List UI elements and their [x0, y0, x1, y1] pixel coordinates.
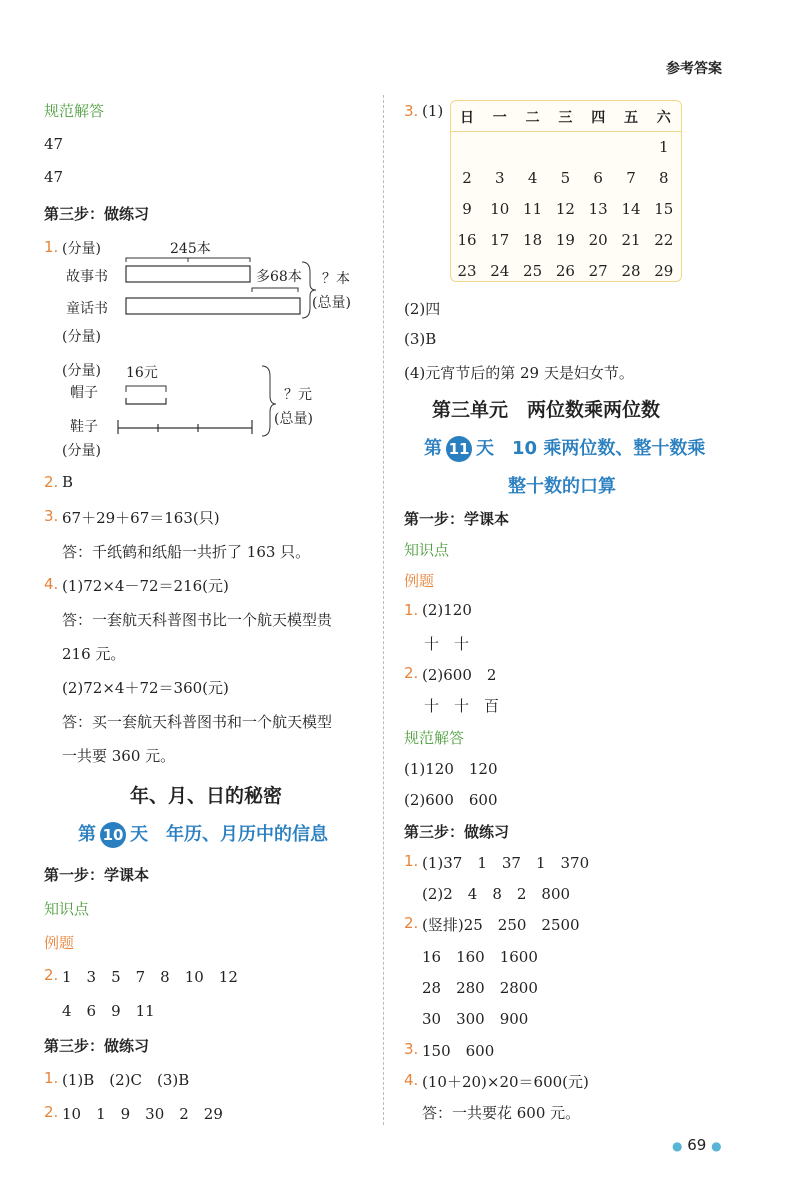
line-segment-diagram [0, 0, 380, 460]
calendar [450, 100, 682, 282]
page-number [672, 1136, 722, 1154]
question-number: 4. [44, 575, 59, 593]
answer-line: (1)72×4－72＝216(元) [62, 577, 229, 595]
diagram-label: ？本 [322, 271, 350, 287]
answer-line: 30 300 900 [422, 1010, 529, 1028]
diagram-label: 鞋子 [70, 419, 98, 435]
diagram-label: (分量) [62, 241, 101, 257]
day-badge: 11 [446, 436, 472, 462]
calendar-day: 4 [527, 169, 538, 187]
diagram-label: 帽子 [70, 385, 98, 401]
step-title: 第三步：做练习 [44, 205, 150, 223]
answer-line: 答：一套航天科普图书比一个航天模型贵 [62, 611, 333, 629]
answer-line: (2)600 600 [404, 791, 498, 809]
calendar-header [451, 101, 681, 132]
answer-line: B [62, 473, 74, 491]
section-example: 例题 [44, 934, 75, 952]
calendar-day: 3 [495, 169, 505, 187]
step-title: 第一步：学课本 [44, 866, 150, 884]
question-number: 2. [44, 1103, 59, 1121]
answer-line: 10 1 9 30 2 29 [62, 1105, 223, 1123]
answer-line: (竖排)25 250 2500 [422, 916, 580, 934]
answer-line: 4 6 9 11 [62, 1002, 155, 1020]
answer-line: (1)B (2)C (3)B [62, 1071, 190, 1089]
answer-line: 67＋29＋67＝163(只) [62, 509, 220, 527]
diagram-label: (总量) [274, 411, 313, 427]
answer-line: (2)2 4 8 2 800 [422, 885, 571, 903]
calendar-day: 22 [654, 231, 674, 249]
calendar-day: 15 [654, 200, 674, 218]
diagram-label: 故事书 [66, 269, 108, 285]
answer-line: (1)120 120 [404, 760, 498, 778]
calendar-day: 8 [659, 169, 669, 187]
section-standard-answer: 规范解答 [404, 729, 465, 747]
calendar-day: 19 [555, 231, 575, 249]
answer-line: 1 3 5 7 8 10 12 [62, 968, 238, 986]
unit-title: 年、月、日的秘密 [130, 785, 283, 807]
question-number: 1. [44, 238, 59, 256]
question-number: 3. [404, 1040, 419, 1058]
section-knowledge: 知识点 [44, 900, 90, 918]
calendar-day: 13 [588, 200, 608, 218]
day-title-line2: 整十数的口算 [508, 476, 616, 497]
calendar-day: 24 [490, 262, 510, 280]
calendar-day: 20 [588, 231, 608, 249]
answer-line: (4)元宵节后的第 29 天是妇女节。 [404, 364, 634, 382]
step-title: 第三步：做练习 [44, 1037, 150, 1055]
answer-line: (2)120 [422, 601, 472, 619]
calendar-day: 14 [621, 200, 641, 218]
calendar-header-cell: 一 [492, 110, 507, 126]
diagram-label: 245本 [170, 241, 211, 257]
header-label: 参考答案 [666, 61, 722, 77]
answer-line: (2)600 2 [422, 666, 497, 684]
calendar-header-cell: 日 [460, 110, 474, 126]
answer-line: 答：买一套航天科普图书和一个航天模型 [62, 713, 333, 731]
question-number: 2. [404, 914, 419, 932]
calendar-header-cell: 三 [558, 110, 573, 126]
calendar-day: 12 [555, 200, 575, 218]
story-bar [126, 266, 250, 282]
calendar-day: 5 [560, 169, 571, 187]
day-title: 第 11 天 10 乘两位数、整十数乘 [424, 434, 705, 462]
calendar-header-cell: 五 [624, 110, 638, 126]
diagram-label: (总量) [312, 295, 351, 311]
calendar-day: 23 [457, 262, 477, 280]
dot-icon: ● [711, 1139, 722, 1153]
step-title: 第三步：做练习 [404, 823, 510, 841]
calendar-header-cell: 四 [591, 110, 606, 126]
calendar-day: 25 [523, 262, 543, 280]
calendar-day: 1 [659, 138, 669, 156]
calendar-day: 17 [490, 231, 510, 249]
sub-label: (1) [422, 102, 444, 120]
diagram-label: 童话书 [66, 301, 108, 317]
calendar-day: 26 [555, 262, 575, 280]
question-number: 1. [404, 601, 419, 619]
question-number: 1. [404, 852, 419, 870]
answer-line: 47 [44, 168, 64, 186]
answer-line: 16 160 1600 [422, 948, 538, 966]
day-badge: 10 [100, 822, 126, 848]
answer-line: 47 [44, 135, 64, 153]
diagram-label: (分量) [62, 329, 101, 345]
question-number: 4. [404, 1071, 419, 1089]
answer-line: 答：千纸鹤和纸船一共折了 163 只。 [62, 543, 311, 561]
question-number: 2. [44, 473, 59, 491]
calendar-day: 16 [457, 231, 477, 249]
diagram-label: 多68本 [256, 269, 302, 285]
dot-icon: ● [672, 1139, 683, 1153]
calendar-header-cell: 二 [525, 110, 540, 126]
calendar-day: 27 [588, 262, 608, 280]
answer-line: (2)四 [404, 300, 441, 318]
diagram-label: 16元 [126, 365, 158, 381]
column-divider [383, 95, 384, 1125]
unit-title: 第三单元 两位数乘两位数 [432, 399, 661, 421]
calendar-day: 29 [654, 262, 674, 280]
answer-line: 216 元。 [62, 645, 126, 663]
calendar-day: 28 [621, 262, 641, 280]
answer-line: 150 600 [422, 1042, 495, 1060]
diagram-label: (分量) [62, 443, 101, 459]
answer-line: 答：一共要花 600 元。 [422, 1104, 581, 1122]
calendar-day: 9 [462, 200, 472, 218]
calendar-day: 10 [490, 200, 510, 218]
calendar-day: 6 [593, 169, 603, 187]
question-number: 2. [44, 966, 59, 984]
answer-line: (2)72×4＋72＝360(元) [62, 679, 229, 697]
calendar-day: 21 [621, 231, 641, 249]
answer-line: 十 十 [424, 635, 470, 653]
page-number-text: 69 [687, 1136, 707, 1154]
question-number: 1. [44, 1069, 59, 1087]
answer-line: (3)B [404, 330, 437, 348]
question-number: 2. [404, 664, 419, 682]
section-example: 例题 [404, 572, 435, 590]
answer-line: 一共要 360 元。 [62, 747, 176, 765]
answer-line: 28 280 2800 [422, 979, 538, 997]
answer-line: (10＋20)×20＝600(元) [422, 1073, 589, 1091]
calendar-day: 2 [462, 169, 472, 187]
step-title: 第一步：学课本 [404, 510, 510, 528]
calendar-day: 18 [523, 231, 543, 249]
calendar-day: 7 [626, 169, 636, 187]
section-knowledge: 知识点 [404, 541, 450, 559]
answer-line: (1)37 1 37 1 370 [422, 854, 590, 872]
section-standard-answer: 规范解答 [44, 102, 105, 120]
diagram-label: (分量) [62, 363, 101, 379]
day-title: 第 10 天 年历、月历中的信息 [78, 820, 328, 848]
question-number: 3. [44, 507, 59, 525]
calendar-header-cell: 六 [656, 110, 671, 126]
calendar-day: 11 [523, 200, 543, 218]
diagram-label: ？元 [284, 387, 312, 403]
answer-line: 十 十 百 [424, 697, 500, 715]
fairy-bar [126, 298, 300, 314]
question-number: 3. [404, 102, 419, 120]
